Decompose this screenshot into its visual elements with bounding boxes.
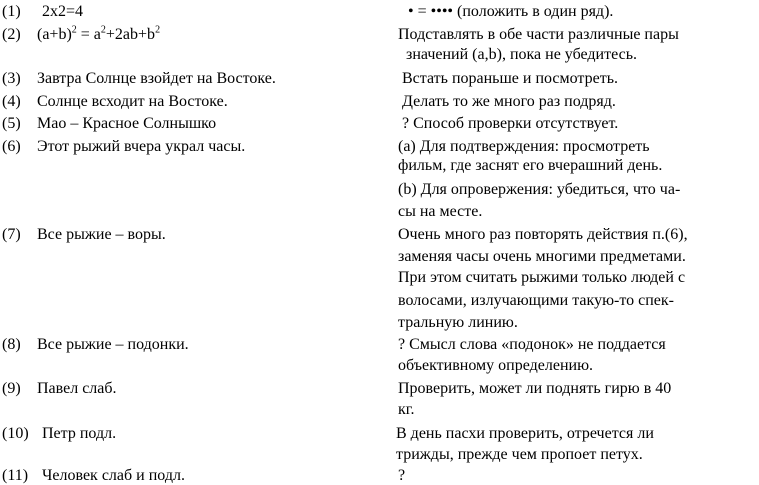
verification-method: Очень много раз повторять действия п.(6), [398, 226, 688, 243]
row-number: (11) [2, 467, 29, 484]
verification-method: кг. [398, 401, 415, 418]
statement: Этот рыжий вчера украл часы. [37, 138, 246, 155]
row-number: (10) [2, 425, 29, 442]
statement: Петр подл. [42, 425, 117, 442]
verification-method: При этом считать рыжими только людей с [398, 269, 686, 286]
verification-method: фильм, где заснят его вчерашний день. [398, 157, 663, 174]
row-number: (1) [2, 3, 21, 20]
verification-method: сы на месте. [398, 203, 483, 220]
statement: Павел слаб. [37, 380, 117, 397]
row-number: (2) [2, 26, 21, 43]
statement: Мао – Красное Солнышко [37, 115, 217, 132]
verification-method: Делать то же много раз подряд. [402, 93, 616, 110]
verification-method: значений (a,b), пока не убедитесь. [406, 46, 637, 63]
statement: Все рыжие – воры. [37, 226, 166, 243]
verification-method: ? Способ проверки отсутствует. [402, 115, 619, 132]
verification-method: В день пасхи проверить, отречется ли [396, 425, 654, 442]
verification-method: тральную линию. [398, 314, 518, 331]
statement: Солнце всходит на Востоке. [37, 93, 228, 110]
statement: Все рыжие – подонки. [37, 336, 189, 353]
verification-method: ? [398, 467, 406, 484]
verification-method: • = •••• (положить в один ряд). [408, 3, 614, 20]
verification-method: объективному определению. [398, 357, 594, 374]
formula-exponent: 2 [100, 24, 106, 36]
statement: Человек слаб и подл. [42, 467, 185, 484]
verification-method: волосами, излучающими такую-то спек- [398, 292, 675, 309]
verification-method: Встать пораньше и посмотреть. [402, 70, 618, 87]
formula-part: (a+b) [37, 26, 72, 43]
formula-part: +2ab+b [105, 26, 156, 43]
verification-method: трижды, прежде чем пропоет петух. [396, 446, 643, 463]
formula-part: = a [76, 26, 101, 43]
formula-exponent: 2 [155, 24, 161, 36]
row-number: (5) [2, 115, 21, 132]
verification-method: (b) Для опровержения: убедиться, что ча- [398, 181, 681, 198]
row-number: (3) [2, 70, 21, 87]
formula-exponent: 2 [71, 24, 77, 36]
verification-method: Подставлять в обе части различные пары [398, 26, 679, 43]
row-number: (4) [2, 93, 21, 110]
row-number: (9) [2, 380, 21, 397]
statement: 2x2=4 [42, 3, 84, 20]
verification-method: (a) Для подтверждения: просмотреть [398, 138, 650, 155]
row-number: (8) [2, 336, 21, 353]
verification-method: ? Смысл слова «подонок» не поддается [398, 336, 666, 353]
verification-method: заменяя часы очень многими предметами. [398, 248, 686, 265]
statement: Завтра Солнце взойдет на Востоке. [37, 70, 276, 87]
row-number: (7) [2, 226, 21, 243]
verification-method: Проверить, может ли поднять гирю в 40 [398, 380, 672, 397]
row-number: (6) [2, 138, 21, 155]
statement-formula [37, 26, 160, 44]
